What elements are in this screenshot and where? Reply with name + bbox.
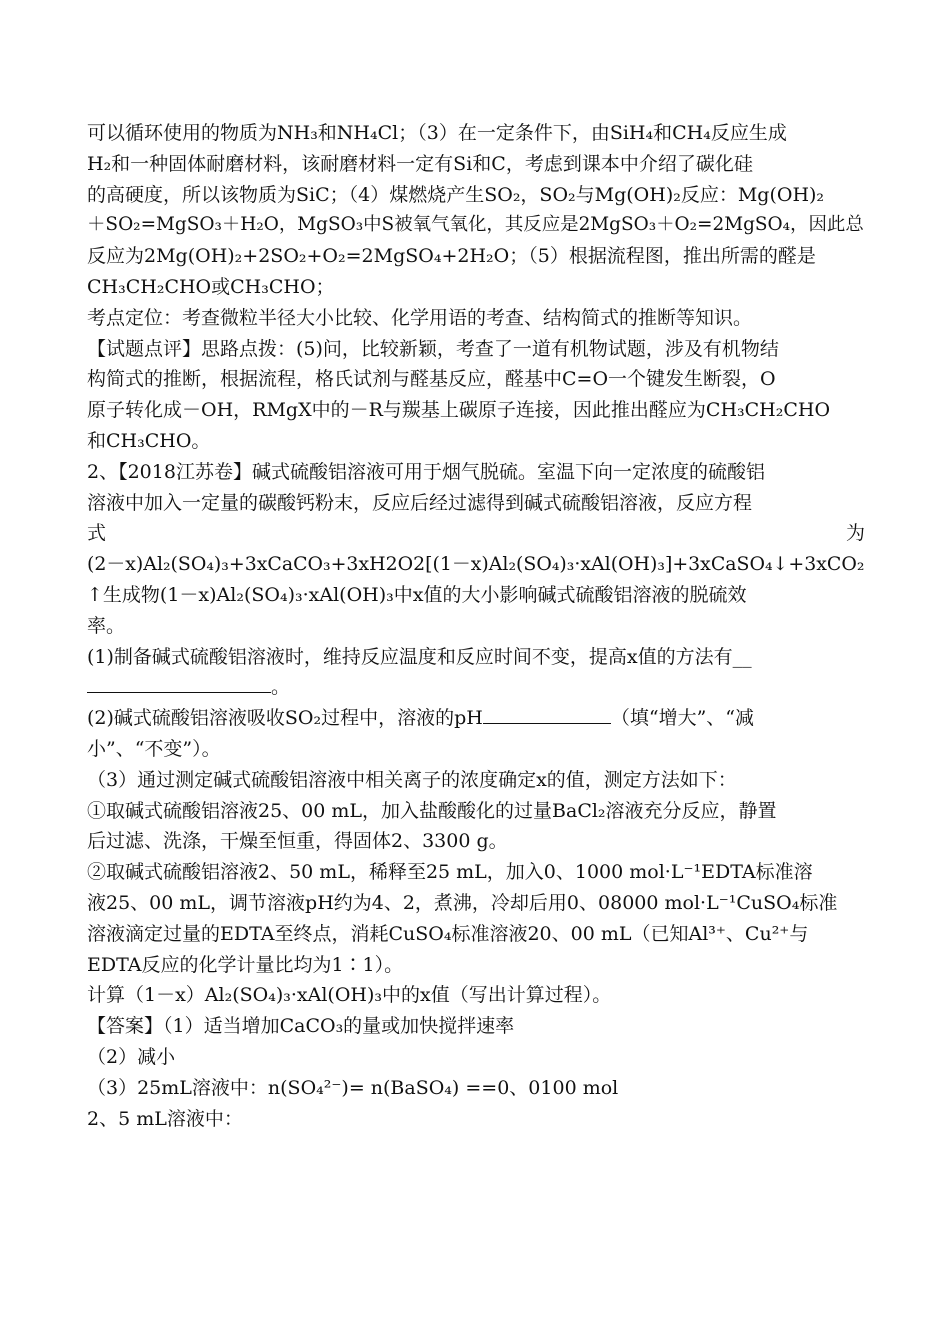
line-3: 的高硬度，所以该物质为SiC；（4）煤燃烧产生SO₂，SO₂与Mg(OH)₂反应：Mg(OH)₂: [87, 183, 825, 206]
line-9: 构简式的推断，根据流程，格氏试剂与醛基反应，醛基中C=O一个键发生断裂，O: [87, 368, 776, 391]
line-4: ＋SO₂=MgSO₃＋H₂O，MgSO₃中S被氧气氧化，其反应是2MgSO₃＋O₂=2MgSO₄，因此总: [87, 214, 864, 236]
line-15: (2－x)Al₂(SO₄)₃+3xCaCO₃+3xH2O2[(1－x)Al₂(SO₄)₃·xAl(OH)₃]+3xCaSO₄↓+3xCO₂: [87, 553, 865, 576]
line-5: 反应为2Mg(OH)₂+2SO₂+O₂=2MgSO₄+2H₂O；（5）根据流程图，推出所需的醛是: [87, 245, 816, 268]
equation-intro-right: 为: [845, 522, 865, 545]
answer-3-continued: 2、5 mL溶液中：: [87, 1107, 243, 1130]
line-2: H₂和一种固体耐磨材料，该耐磨材料一定有Si和C，考虑到课本中介绍了碳化硅: [87, 152, 753, 175]
line-7: 考点定位：考查微粒半径大小比较、化学用语的考查、结构简式的推断等知识。: [87, 306, 753, 329]
answer-blank-1: [87, 674, 271, 693]
line-12: 2、【2018江苏卷】碱式硫酸铝溶液可用于烟气脱硫。室温下向一定浓度的硫酸铝: [87, 460, 765, 483]
question-2-line: [87, 703, 865, 734]
line-1: 可以循环使用的物质为NH₃和NH₄Cl；（3）在一定条件下，由SiH₄和CH₄反应生成: [87, 122, 787, 144]
step-1-line: ①取碱式硫酸铝溶液25、00 mL，加入盐酸酸化的过量BaCl₂溶液充分反应，静置: [87, 799, 777, 822]
answer-2: （2）减小: [87, 1045, 176, 1068]
line-11: 和CH₃CHO。: [87, 429, 211, 452]
calculation-prompt: 计算（1－x）Al₂(SO₄)₃·xAl(OH)₃中的x值（写出计算过程）。: [87, 984, 612, 1007]
line-13: 溶液中加入一定量的碳酸钙粉末，反应后经过滤得到碱式硫酸铝溶液，反应方程: [87, 491, 753, 514]
step-2-line: ②取碱式硫酸铝溶液2、50 mL，稀释至25 mL，加入0、1000 mol·L⁻¹EDTA标准溶: [87, 861, 813, 884]
line-8: 【试题点评】思路点拨：(5)问，比较新颖，考查了一道有机物试题，涉及有机物结: [87, 337, 779, 360]
line-10: 原子转化成－OH，RMgX中的－R与羰基上碳原子连接，因此推出醛应为CH₃CH₂CHO: [87, 399, 831, 422]
equation-intro-row: [87, 518, 865, 549]
equation-intro-left: 式: [87, 522, 107, 545]
question-3-line: （3）通过测定碱式硫酸铝溶液中相关离子的浓度确定x的值，测定方法如下：: [87, 768, 737, 791]
question-1-blank-row: [87, 672, 865, 703]
question-1-line: (1)制备碱式硫酸铝溶液时，维持反应温度和反应时间不变，提高x值的方法有__: [87, 645, 752, 668]
line-17: 率。: [87, 614, 126, 637]
answer-header: 【答案】（1）适当增加CaCO₃的量或加快搅拌速率: [87, 1015, 515, 1038]
line-21: 小”、“不变”）。: [87, 737, 221, 760]
line-6: CH₃CH₂CHO或CH₃CHO；: [87, 275, 335, 298]
line-27: 溶液滴定过量的EDTA至终点，消耗CuSO₄标准溶液20、00 mL（已知Al³⁺、Cu²⁺与: [87, 922, 809, 945]
question-2-start: (2)碱式硫酸铝溶液吸收SO₂过程中，溶液的pH: [87, 707, 483, 730]
line-24: 后过滤、洗涤，干燥至恒重，得固体2、3300 g。: [87, 830, 508, 853]
answer-blank-2: [483, 705, 611, 724]
answer-3: （3）25mL溶液中：n(SO₄²⁻)= n(BaSO₄) ==0、0100 mol: [87, 1076, 619, 1099]
question-2-end: （填“增大”、“减: [610, 707, 754, 730]
line-16: ↑生成物(1－x)Al₂(SO₄)₃·xAl(OH)₃中x值的大小影响碱式硫酸铝溶液的脱硫效: [87, 583, 747, 606]
line-26: 液25、00 mL，调节溶液pH约为4、2，煮沸，冷却后用0、08000 mol·L⁻¹CuSO₄标准: [87, 891, 838, 914]
question-1-end: 。: [271, 676, 291, 699]
line-28: EDTA反应的化学计量比均为1∶1）。: [87, 953, 404, 976]
document-body: [87, 118, 865, 1134]
